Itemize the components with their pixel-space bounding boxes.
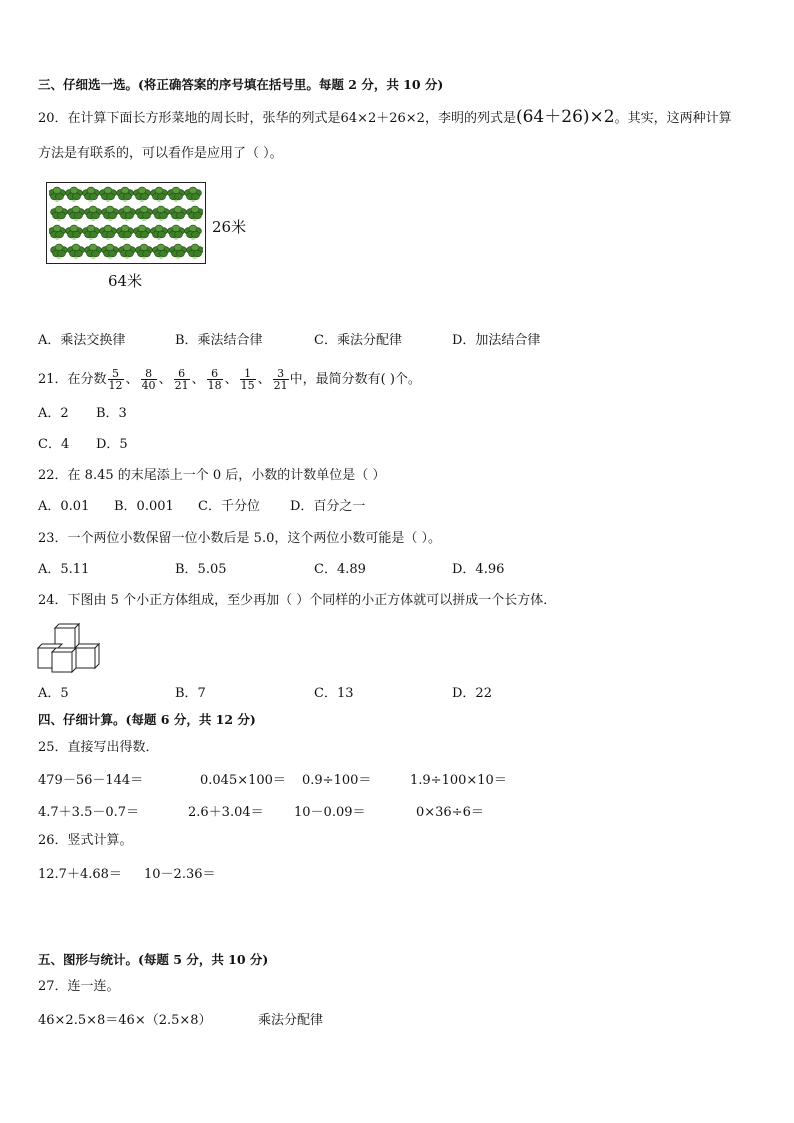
- question-20-line-1: [38, 108, 732, 128]
- option-22-c[interactable]: C．千分位: [198, 499, 260, 514]
- fraction-2: $\frac{8}{40}$: [141, 367, 156, 392]
- calc-25-2: 0.045×100＝: [200, 773, 286, 788]
- question-21-prefix: 21．在分数: [38, 372, 107, 387]
- fraction-3: $\frac{6}{21}$: [174, 367, 189, 392]
- option-24-d[interactable]: D．22: [452, 686, 492, 701]
- section-4-title: 四、仔细计算。(每题 6 分，共 12 分): [38, 712, 256, 727]
- question-20-text-b: ，李明的列式是: [424, 111, 516, 126]
- vegetable-plant-icon: [117, 187, 134, 202]
- option-21-a[interactable]: A．2: [38, 406, 69, 421]
- question-26-text: 26．竖式计算。: [38, 833, 133, 848]
- vegetable-plant-icon: [66, 187, 83, 202]
- question-20-text-c: 。其实，这两种计算: [614, 111, 732, 126]
- vegetable-plant-icon: [51, 244, 68, 259]
- calc-26-2: 10－2.36＝: [144, 867, 216, 882]
- option-20-d[interactable]: D．加法结合律: [452, 333, 541, 348]
- vegetable-plant-icon: [136, 244, 153, 259]
- vegetable-grid: [49, 185, 203, 261]
- vegetable-plant-icon: [168, 187, 185, 202]
- question-20-line-2: 方法是有联系的，可以看作是应用了（ ）。: [38, 146, 283, 161]
- vegetable-plant-icon: [66, 225, 83, 240]
- option-23-a[interactable]: A．5.11: [38, 562, 90, 577]
- garden-width-label: 26米: [212, 218, 247, 236]
- vegetable-plant-icon: [68, 244, 85, 259]
- vegetable-plant-icon: [119, 244, 136, 259]
- vegetable-plant-icon: [100, 225, 117, 240]
- question-20-text-a: 20．在计算下面长方形菜地的周长时，张华的列式是: [38, 111, 341, 126]
- calc-25-6: 2.6＋3.04＝: [188, 805, 264, 820]
- vegetable-plant-icon: [153, 244, 170, 259]
- match-right-law[interactable]: 乘法分配律: [258, 1013, 324, 1028]
- vegetable-plant-icon: [117, 225, 134, 240]
- vegetable-plant-icon: [49, 225, 66, 240]
- question-20-expr-1: 64×2＋26×2: [340, 111, 425, 126]
- question-27-text: 27．连一连。: [38, 979, 120, 994]
- vegetable-plant-icon: [187, 206, 204, 221]
- option-20-b[interactable]: B．乘法结合律: [175, 333, 263, 348]
- vegetable-plant-icon: [100, 187, 117, 202]
- question-23-text: 23．一个两位小数保留一位小数后是 5.0，这个两位小数可能是（ ）。: [38, 531, 441, 546]
- calc-25-7: 10－0.09＝: [294, 805, 366, 820]
- vegetable-plant-icon: [83, 187, 100, 202]
- vegetable-plant-icon: [119, 206, 136, 221]
- option-23-c[interactable]: C．4.89: [314, 562, 366, 577]
- vegetable-plant-icon: [102, 206, 119, 221]
- option-20-c[interactable]: C．乘法分配律: [314, 333, 402, 348]
- calc-25-5: 4.7＋3.5－0.7＝: [38, 805, 140, 820]
- vegetable-plant-icon: [151, 187, 168, 202]
- question-21-line: 21．在分数 $\frac{5}{12}$ 、 $\frac{8}{40}$ 、 $\frac{6}{21}$ 、 $\frac{6}{18}$ 、 $\frac{1}{15}$ 、 $\frac{3}{21}$ 中，最简分数有( )个。: [38, 367, 421, 392]
- section-5-title: 五、图形与统计。(每题 5 分，共 10 分): [38, 952, 269, 967]
- question-22-text: 22．在 8.45 的末尾添上一个 0 后，小数的计数单位是（ ）: [38, 468, 386, 483]
- section-3-title: 三、仔细选一选。(将正确答案的序号填在括号里。每题 2 分，共 10 分): [38, 77, 444, 92]
- calc-25-4: 1.9÷100×10＝: [410, 773, 507, 788]
- vegetable-plant-icon: [151, 225, 168, 240]
- option-22-d[interactable]: D．百分之一: [290, 499, 366, 514]
- calc-26-1: 12.7＋4.68＝: [38, 867, 122, 882]
- fraction-5: $\frac{1}{15}$: [240, 367, 255, 392]
- vegetable-plant-icon: [185, 187, 202, 202]
- question-20-expr-2: (64＋26)×2: [515, 107, 615, 127]
- cubes-figure: [36, 622, 102, 674]
- option-23-d[interactable]: D．4.96: [452, 562, 505, 577]
- fraction-1: $\frac{5}{12}$: [108, 367, 123, 392]
- option-21-d[interactable]: D．5: [96, 437, 128, 452]
- option-23-b[interactable]: B．5.05: [175, 562, 227, 577]
- vegetable-plant-icon: [49, 187, 66, 202]
- garden-length-label: 64米: [108, 272, 143, 290]
- fraction-6: $\frac{3}{21}$: [273, 367, 288, 392]
- vegetable-plant-icon: [134, 225, 151, 240]
- vegetable-plant-icon: [83, 225, 100, 240]
- vegetable-plant-icon: [170, 244, 187, 259]
- match-left-expression: 46×2.5×8＝46×（2.5×8）: [38, 1013, 212, 1028]
- vegetable-plant-icon: [51, 206, 68, 221]
- option-21-c[interactable]: C．4: [38, 437, 70, 452]
- vegetable-plant-icon: [85, 244, 102, 259]
- fraction-4: $\frac{6}{18}$: [207, 367, 222, 392]
- vegetable-plant-icon: [187, 244, 204, 259]
- option-22-b[interactable]: B．0.001: [114, 499, 174, 514]
- option-24-a[interactable]: A．5: [38, 686, 69, 701]
- vegetable-plant-icon: [134, 187, 151, 202]
- option-20-a[interactable]: A．乘法交换律: [38, 333, 126, 348]
- vegetable-plant-icon: [153, 206, 170, 221]
- question-25-text: 25．直接写出得数．: [38, 740, 159, 755]
- option-21-b[interactable]: B．3: [96, 406, 127, 421]
- vegetable-plant-icon: [102, 244, 119, 259]
- vegetable-plant-icon: [85, 206, 102, 221]
- vegetable-plant-icon: [68, 206, 85, 221]
- option-22-a[interactable]: A．0.01: [38, 499, 90, 514]
- vegetable-plant-icon: [185, 225, 202, 240]
- vegetable-garden-figure: [46, 182, 206, 264]
- question-21-suffix: 中，最简分数有( )个。: [289, 372, 421, 387]
- option-24-b[interactable]: B．7: [175, 686, 206, 701]
- calc-25-1: 479－56－144＝: [38, 773, 144, 788]
- vegetable-plant-icon: [168, 225, 185, 240]
- calc-25-3: 0.9÷100＝: [302, 773, 372, 788]
- calc-25-8: 0×36÷6＝: [416, 805, 484, 820]
- vegetable-plant-icon: [170, 206, 187, 221]
- question-24-text: 24．下图由 5 个小正方体组成，至少再加（ ）个同样的小正方体就可以拼成一个长方体．: [38, 593, 557, 608]
- vegetable-plant-icon: [136, 206, 153, 221]
- option-24-c[interactable]: C．13: [314, 686, 354, 701]
